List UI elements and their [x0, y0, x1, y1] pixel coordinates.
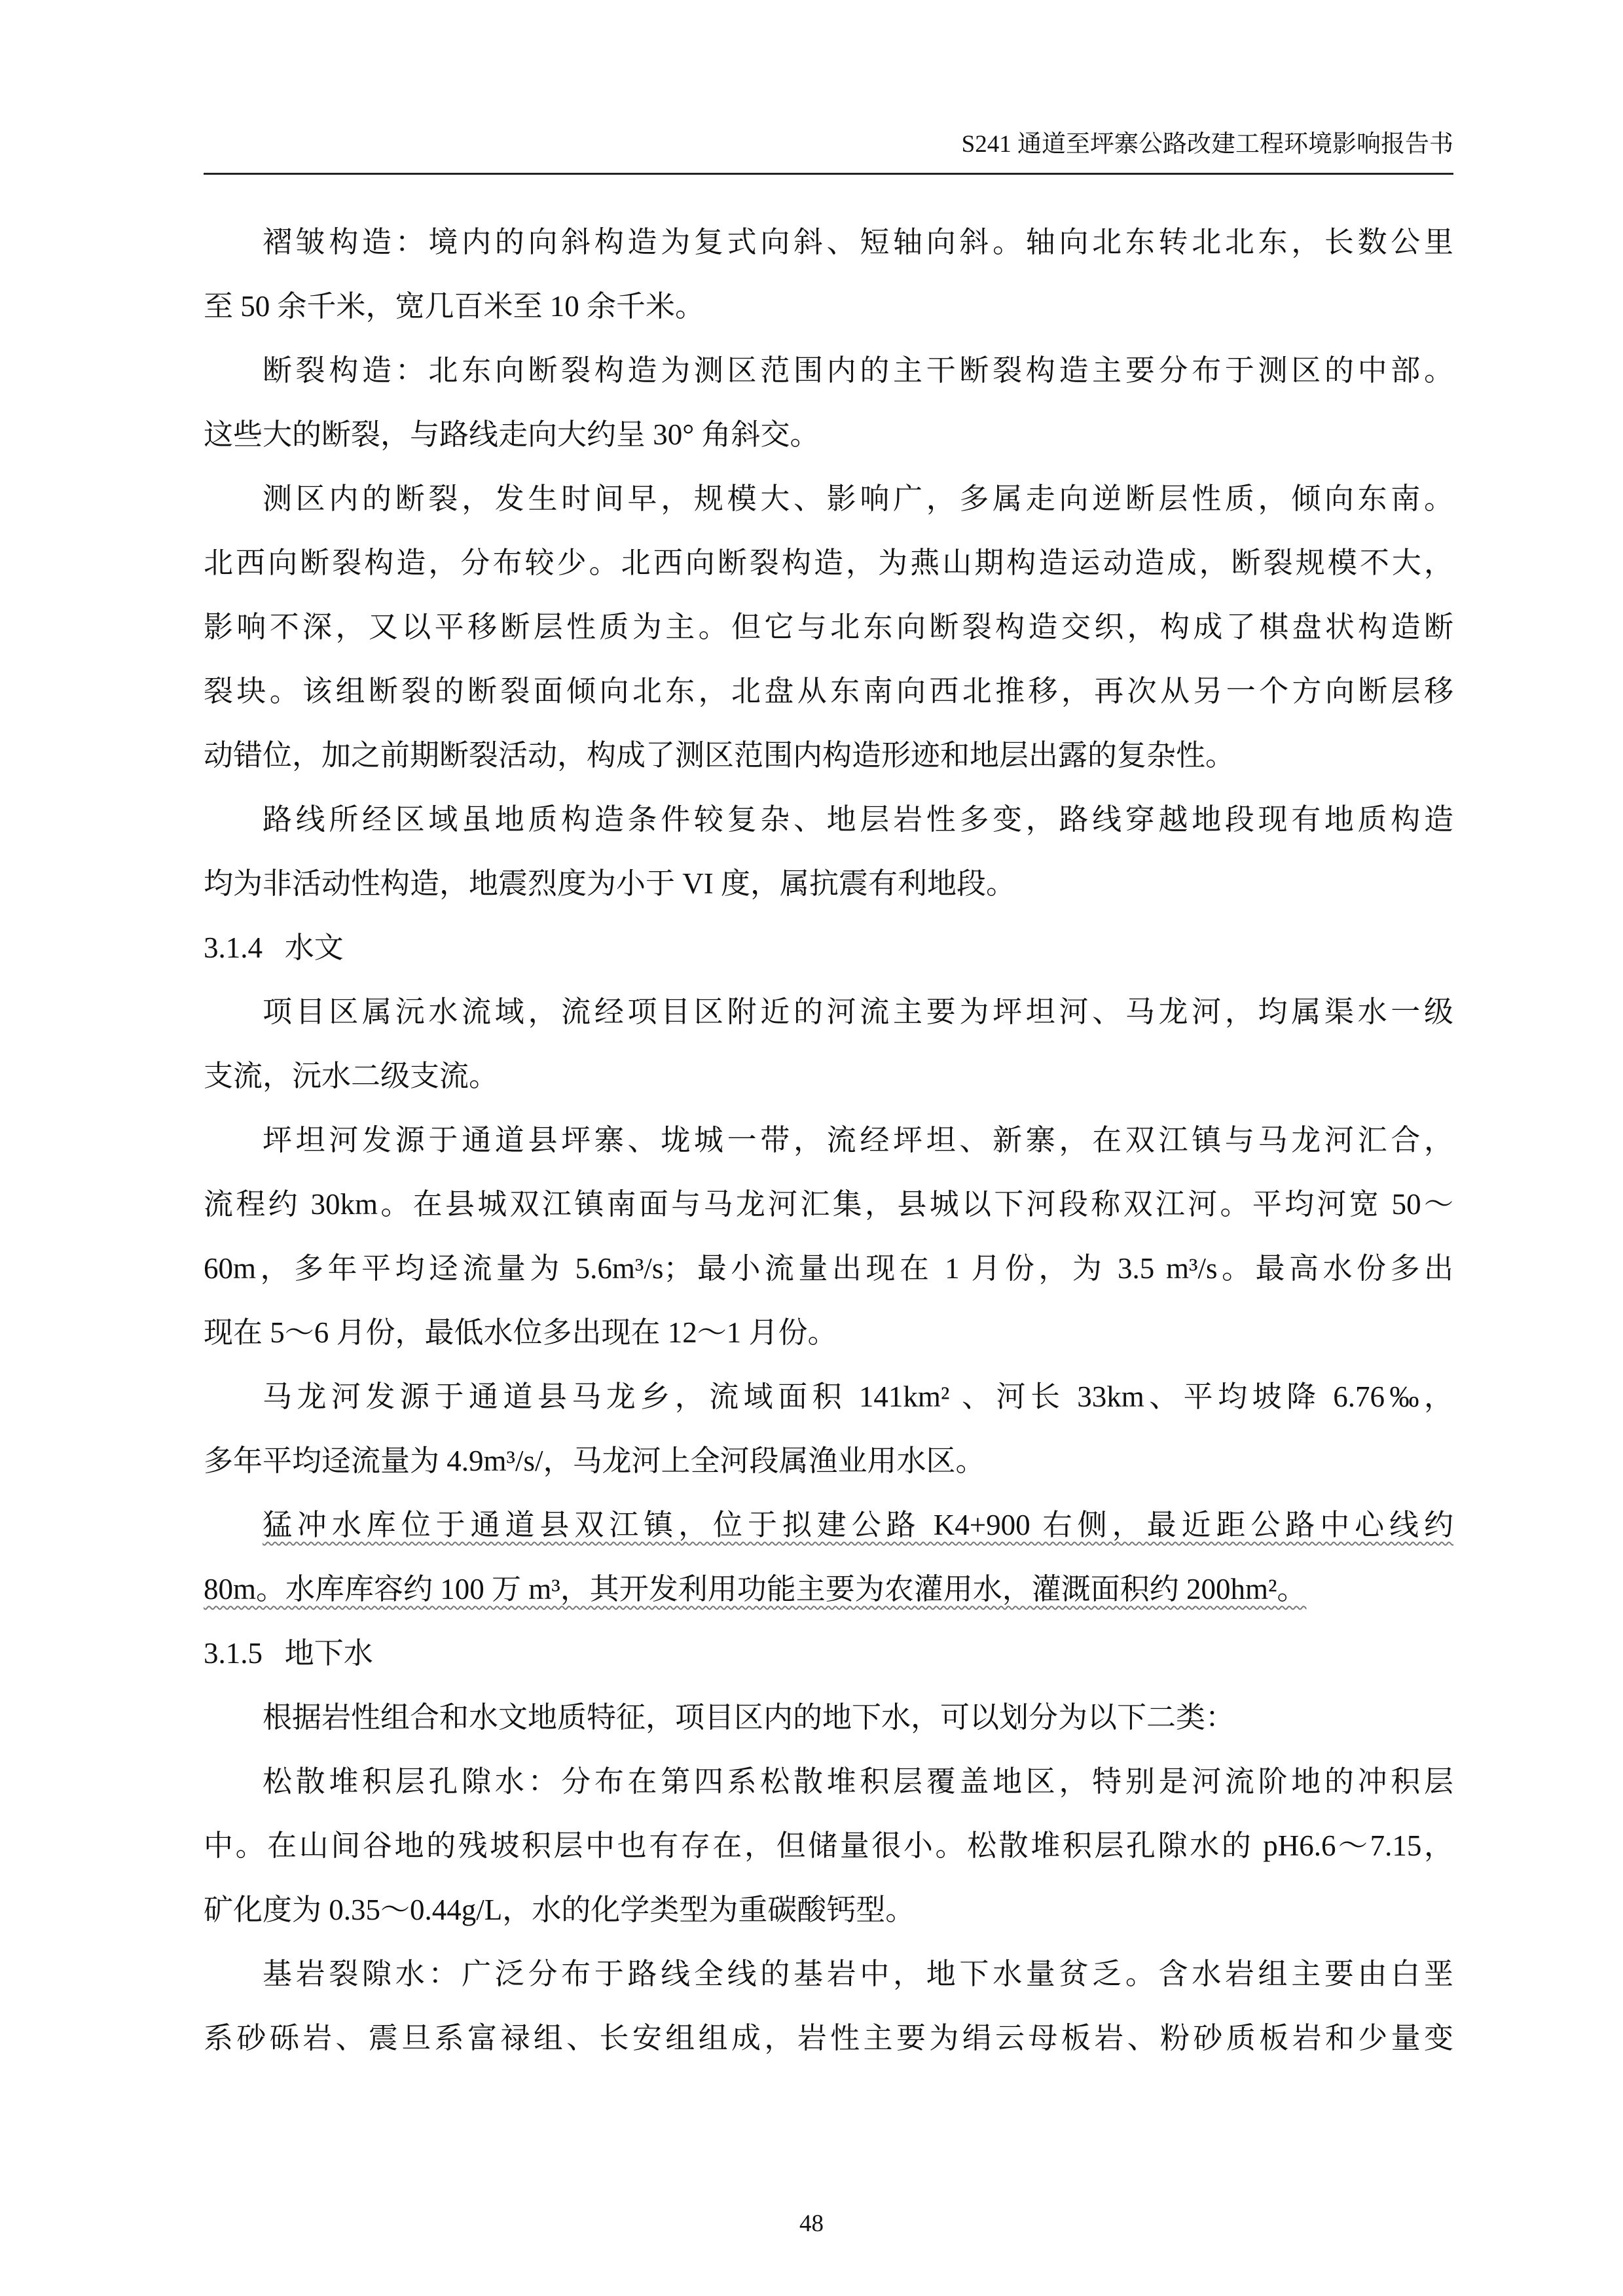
text-line — [204, 852, 1453, 916]
paragraph — [204, 210, 1453, 338]
text-line — [204, 403, 1453, 467]
text-line-content: 松散堆积层孔隙水：分布在第四系松散堆积层覆盖地区，特别是河流阶地的冲积层 — [263, 1765, 1453, 1798]
paragraph — [204, 1942, 1453, 2070]
text-line-content: 根据岩性组合和水文地质特征，项目区内的地下水，可以划分为以下二类： — [263, 1701, 1235, 1734]
text-line-content: 测区内的断裂，发生时间早，规模大、影响广，多属走向逆断层性质，倾向东南。 — [263, 482, 1453, 515]
text-line-content: 影响不深，又以平移断层性质为主。但它与北东向断裂构造交织，构成了棋盘状构造断 — [204, 611, 1453, 643]
section-heading: 3.1.4 水文 — [204, 931, 344, 964]
text-line-content: 猛冲水库位于通道县双江镇，位于拟建公路 K4+900 右侧，最近距公路中心线约 — [263, 1509, 1453, 1541]
text-line-content: 项目区属沅水流域，流经项目区附近的河流主要为坪坦河、马龙河，均属渠水一级 — [263, 996, 1453, 1028]
text-line — [204, 1108, 1453, 1172]
text-line-content: 路线所经区域虽地质构造条件较复杂、地层岩性多变，路线穿越地段现有地质构造 — [263, 803, 1453, 836]
text-line-content: 断裂构造：北东向断裂构造为测区范围内的主干断裂构造主要分布于测区的中部。 — [263, 354, 1453, 387]
text-line — [204, 1749, 1453, 1814]
text-line-content: 马龙河发源于通道县马龙乡，流域面积 141km² 、河长 33km、平均坡降 6.76‰， — [263, 1380, 1453, 1413]
text-line — [204, 659, 1453, 723]
text-line — [204, 1429, 1453, 1493]
paragraph — [204, 1749, 1453, 1942]
text-line-content: 支流，沅水二级支流。 — [204, 1060, 499, 1092]
text-line — [204, 787, 1453, 852]
paragraph — [204, 338, 1453, 467]
text-line-content: 基岩裂隙水：广泛分布于路线全线的基岩中，地下水量贫乏。含水岩组主要由白垩 — [263, 1958, 1453, 1990]
text-line — [204, 1493, 1453, 1557]
text-line — [204, 980, 1453, 1044]
header-rule — [204, 173, 1453, 175]
text-line — [204, 1685, 1453, 1749]
text-line-content: 流程约 30km。在县城双江镇南面与马龙河汇集，县城以下河段称双江河。平均河宽 50～ — [204, 1188, 1453, 1221]
text-line-content: 均为非活动性构造，地震烈度为小于 VI 度，属抗震有利地段。 — [204, 867, 1015, 900]
text-line-content: 多年平均迳流量为 4.9m³/s/，马龙河上全河段属渔业用水区。 — [204, 1444, 985, 1477]
page-number: 48 — [799, 2210, 824, 2237]
text-line — [204, 595, 1453, 659]
text-line — [204, 1172, 1453, 1236]
text-line-content: 矿化度为 0.35～0.44g/L，水的化学类型为重碳酸钙型。 — [204, 1893, 915, 1926]
paragraph — [204, 1685, 1453, 1749]
section-heading: 3.1.5 地下水 — [204, 1637, 373, 1670]
text-line — [204, 1942, 1453, 2006]
running-header: S241 通道至坪寨公路改建工程环境影响报告书 — [961, 131, 1453, 158]
document-body — [204, 210, 1453, 2070]
text-line — [204, 1814, 1453, 1878]
text-line — [204, 1236, 1453, 1300]
text-line-content: 裂块。该组断裂的断裂面倾向北东，北盘从东南向西北推移，再次从另一个方向断层移 — [204, 675, 1453, 708]
text-line — [204, 210, 1453, 274]
text-line-content: 现在 5～6 月份，最低水位多出现在 12～1 月份。 — [204, 1316, 837, 1349]
text-line — [204, 274, 1453, 338]
text-line — [204, 1365, 1453, 1429]
text-line-content: 中。在山间谷地的残坡积层中也有存在，但储量很小。松散堆积层孔隙水的 pH6.6～7.15， — [204, 1829, 1453, 1862]
paragraph — [204, 1108, 1453, 1365]
text-line-content: 坪坦河发源于通道县坪寨、垅城一带，流经坪坦、新寨，在双江镇与马龙河汇合， — [263, 1124, 1453, 1157]
paragraph — [204, 1365, 1453, 1493]
text-line-content: 80m。水库库容约 100 万 m³，其开发利用功能主要为农灌用水，灌溉面积约 200hm²。 — [204, 1573, 1307, 1605]
text-line — [204, 531, 1453, 595]
text-line-content: 动错位，加之前期断裂活动，构成了测区范围内构造形迹和地层出露的复杂性。 — [204, 739, 1235, 772]
text-line-content: 褶皱构造：境内的向斜构造为复式向斜、短轴向斜。轴向北东转北北东，长数公里 — [263, 226, 1453, 259]
paragraph — [204, 467, 1453, 787]
paragraph — [204, 980, 1453, 1108]
text-line — [204, 1557, 1453, 1621]
text-line-content: 系砂砾岩、震旦系富禄组、长安组组成，岩性主要为绢云母板岩、粉砂质板岩和少量变 — [204, 2022, 1453, 2054]
paragraph — [204, 787, 1453, 916]
text-line-content: 至 50 余千米，宽几百米至 10 余千米。 — [204, 290, 705, 323]
text-line-content: 这些大的断裂，与路线走向大约呈 30° 角斜交。 — [204, 418, 820, 451]
text-line — [204, 1878, 1453, 1942]
text-line — [204, 467, 1453, 531]
text-line — [204, 723, 1453, 787]
text-line — [204, 1044, 1453, 1108]
paragraph — [204, 1493, 1453, 1621]
text-line-content: 60m，多年平均迳流量为 5.6m³/s；最小流量出现在 1 月份，为 3.5 m³/s。最高水份多出 — [204, 1252, 1453, 1285]
text-line — [204, 2006, 1453, 2070]
text-line-content: 北西向断裂构造，分布较少。北西向断裂构造，为燕山期构造运动造成，断裂规模不大， — [204, 547, 1453, 579]
text-line — [204, 1300, 1453, 1365]
text-line — [204, 338, 1453, 403]
